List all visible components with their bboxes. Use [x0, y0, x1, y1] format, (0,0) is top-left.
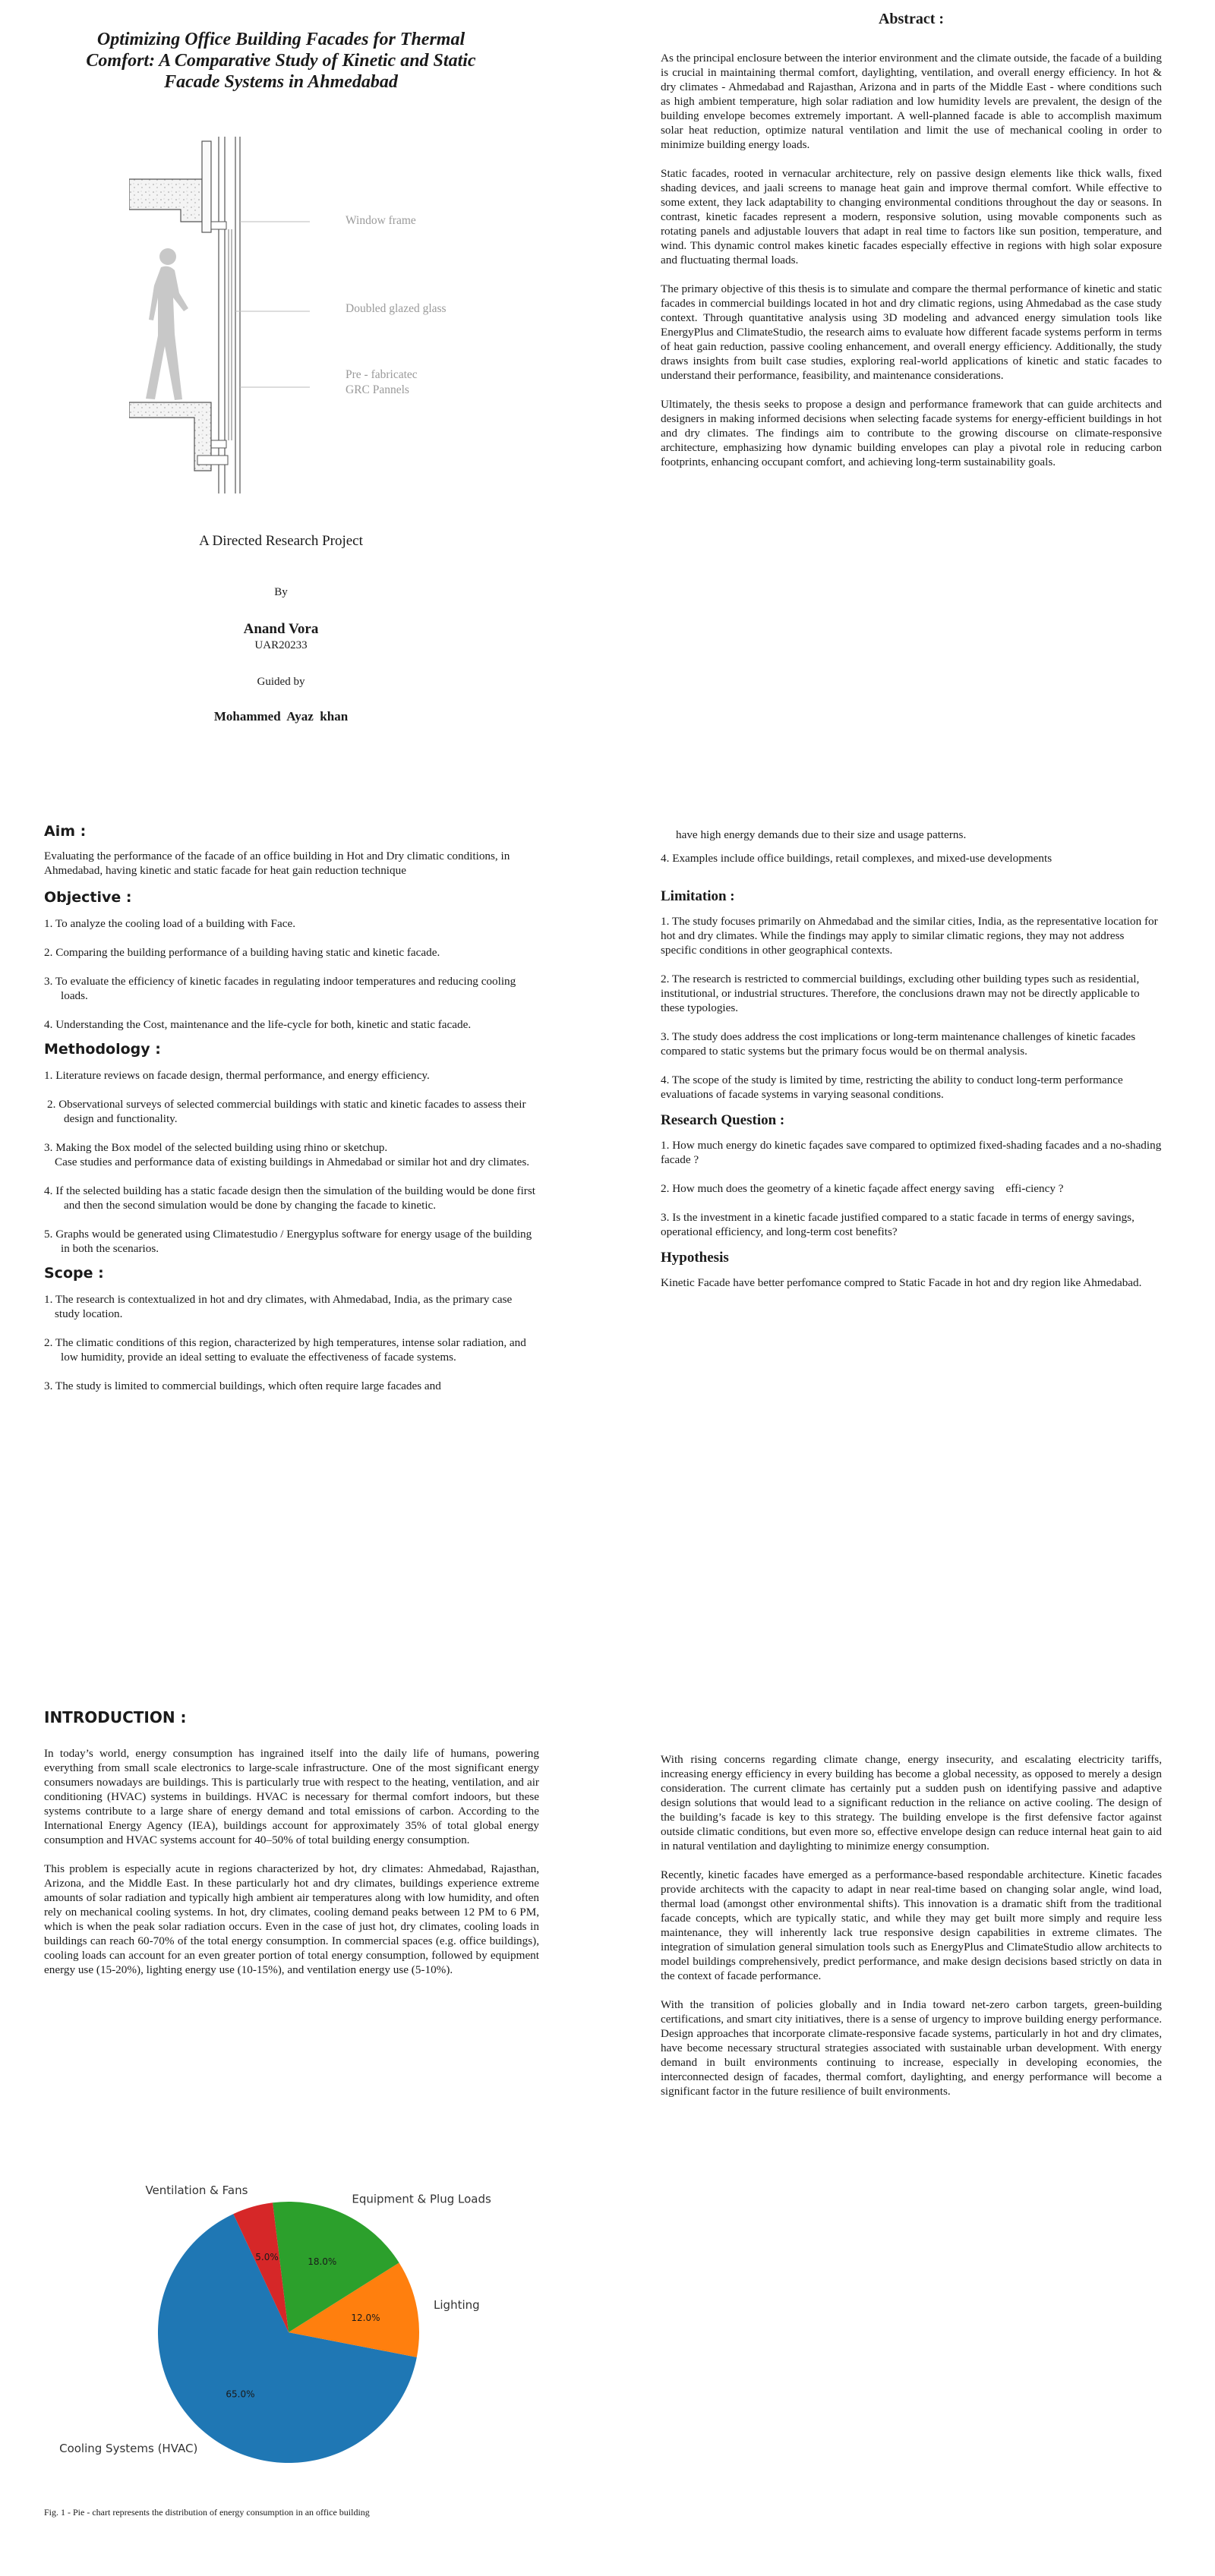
limitation-item: 4. The scope of the study is limited by time, restricting the ability to conduct long-term performance evaluations of facade systems in varying seasonal conditions. — [661, 1074, 1123, 1101]
scope-item: 2. The climatic conditions of this region, characterized by high temperatures, intense solar radiation, and low humidity, provide an ideal setting to evaluate the effectiveness of facade systems. — [44, 1336, 526, 1364]
pie-value-label: 5.0% — [255, 2251, 279, 2262]
diagram-label-prefab: Pre - fabricatec — [346, 368, 418, 381]
diagram-label-grc: GRC Pannels — [346, 383, 409, 396]
methodology-item: 5. Graphs would be generated using Climatestudio / Energyplus software for energy usage of the building in both the scenarios. — [44, 1228, 532, 1255]
objective-heading: Objective : — [44, 889, 132, 906]
introduction-right-column — [661, 1752, 1162, 2098]
student-id: UAR20233 — [254, 639, 308, 651]
methodology-item: 1. Literature reviews on facade design, thermal performance, and energy efficiency. — [44, 1069, 430, 1082]
cover-title-block — [68, 29, 494, 93]
page2-right-column — [661, 828, 1162, 1304]
abstract-paragraph: Ultimately, the thesis seeks to propose a design and performance framework that can guide architects and designers in making informed decisions when selecting facade systems for energy-efficient buildings in hot and dry climates. The findings aim to contribute to the growing discourse on climate-responsive architecture, emphasizing how dynamic building envelopes can play a pivotal role in reducing carbon footprints, enhancing occupant comfort, and achieving long-term sustainability goals. — [661, 398, 1162, 468]
introduction-paragraph: Recently, kinetic facades have emerged as a performance-based respondable architecture. Kinetic facades provide architects with the capacity to adapt in near real-time based on changing solar angle, wind load, thermal load (amongst other environmental shifts). This innovation is a dramatic shift from the traditional facade concepts, which are typically static, and while they may get built more simply and require less maintenance, they will inherently lack true responsive design capabilities in extreme climates. The integration of simulation general simulation tools such as EnergyPlus and ClimateStudio allow architects to model buildings comprehensively, predict performance, and make design decisions based strictly on data in the context of facade performance. — [661, 1868, 1162, 1982]
research-question-item: 3. Is the investment in a kinetic facade justified compared to a static facade in terms of energy savings, operational efficiency, and long-term cost benefits? — [661, 1211, 1135, 1238]
abstract-paragraph: The primary objective of this thesis is to simulate and compare the thermal performance of kinetic and static facades in commercial buildings located in hot and dry climatic regions, using Ahmedabad as the case study context. Through quantitative analysis using 3D modeling and advanced energy simulation tools like EnergyPlus and ClimateStudio, the research aims to evaluate how different facade systems perform in terms of heat gain reduction, passive cooling enhancement, and overall energy efficiency. Additionally, the study draws insights from built case studies, exploring real-world applications of kinetic and static facades to understand their performance, feasibility, and maintenance considerations. — [661, 282, 1162, 382]
scope-item: 4. Examples include office buildings, retail complexes, and mixed-use developments — [661, 852, 1052, 865]
introduction-paragraph: With rising concerns regarding climate change, energy insecurity, and escalating electricity tariffs, increasing energy efficiency in every building has become a global necessity, as opposed to merely a design consideration. The current climate has certainly put a sudden push on identifying passive and adaptive design solutions that would lead to a significant reduction in the reliance on active cooling. The design of the building’s facade is key to this strategy. The building envelope is the first defensive factor against outside climatic conditions, but even more so, effective envelope design can reduce internal heat gain to aid in natural ventilation and daylighting to minimize energy consumption. — [661, 1753, 1162, 1852]
methodology-heading: Methodology : — [44, 1041, 161, 1058]
scope-heading: Scope : — [44, 1265, 104, 1282]
research-question-item: 2. How much does the geometry of a kinetic façade affect energy saving effi-ciency ? — [661, 1182, 1064, 1195]
pie-value-label: 12.0% — [351, 2313, 380, 2324]
diagram-label-glazing: Doubled glazed glass — [346, 302, 447, 315]
pie-value-label: 18.0% — [308, 2256, 337, 2267]
methodology-item: 3. Making the Box model of the selected building using rhino or sketchup. — [44, 1141, 388, 1154]
energy-pie-chart — [46, 2156, 516, 2490]
objective-item: 1. To analyze the cooling load of a building with Face. — [44, 917, 296, 930]
objective-item: 2. Comparing the building performance of a building having static and kinetic facade. — [44, 946, 440, 959]
introduction-paragraph: With the transition of policies globally and in India toward net-zero carbon targets, green-building certifications, and smart city initiatives, there is a sense of urgency to improve building energy performance. Design approaches that incorporate climate-responsive facade systems, particularly in hot and dry climates, have become necessary structural strategies associated with sustainable urban development. With energy demand in built environments continuing to increase, especially in developing economies, the interconnected design of facades, thermal comfort, daylighting, and energy performance will become a significant factor in the future resilience of built environments. — [661, 1998, 1162, 2098]
limitation-heading: Limitation : — [661, 888, 735, 904]
abstract-paragraph: Static facades, rooted in vernacular architecture, rely on passive design elements like thick walls, fixed shading devices, and jaali screens to manage heat gain and improve thermal comfort. While effective to some extent, they lack adaptability to changing environmental conditions throughout the day or seasons. In contrast, kinetic facades represent a modern, responsive solution, using movable components such as rotating panels and adjustable louvers that adapt in real time to factors like sun position, temperature, and wind. This dynamic control makes kinetic facades especially effective in regions with high solar exposure and fluctuating thermal loads. — [661, 167, 1162, 266]
by-label: By — [274, 586, 288, 598]
objective-item: 4. Understanding the Cost, maintenance and the life-cycle for both, kinetic and static facade. — [44, 1018, 472, 1031]
research-question-heading: Research Question : — [661, 1112, 785, 1128]
introduction-paragraph: This problem is especially acute in regions characterized by hot, dry climates: Ahmedabad, Rajasthan, Arizona, and the Middle East. In these particularly hot and dry climates, buildings experience extreme amounts of solar radiation and typically high ambient air temperatures along with low humidity, and often rely on mechanical cooling systems. In hot, dry climates, cooling demand peaks between 12 PM to 6 PM, which is when the peak solar radiation occurs. Even in the case of just hot, dry climates, cooling loads in buildings can reach 60-70% of the total energy consumption. In commercial spaces (e.g. office buildings), cooling loads can account for an even greater portion of total energy consumption, followed by equipment energy use (15-20%), lighting energy use (10-15%), and ventilation energy use (5-10%). — [44, 1862, 539, 1976]
hypothesis-text: Kinetic Facade have better perfomance compred to Static Facade in hot and dry region like Ahmedabad. — [661, 1276, 1142, 1289]
introduction-heading: INTRODUCTION : — [44, 1708, 187, 1726]
scope-item-continued: have high energy demands due to their size and usage patterns. — [676, 828, 967, 841]
methodology-item: 4. If the selected building has a static facade design then the simulation of the building would be done first and then the second simulation would be done by changing the facade to kinetic. — [44, 1184, 535, 1212]
author-name: Anand Vora — [243, 621, 319, 637]
aim-heading: Aim : — [44, 823, 87, 840]
cover-title: Optimizing Office Building Facades for Thermal Comfort: A Comparative Study of Kinetic and Static Facade Systems in Ahmedabad — [86, 30, 476, 92]
aim-text: Evaluating the performance of the facade of an office building in Hot and Dry climatic conditions, in Ahmedabad, having kinetic and static facade for heat gain reduction technique — [44, 850, 510, 877]
guide-name: Mohammed Ayaz khan — [213, 709, 349, 724]
objective-item: 3. To evaluate the efficiency of kinetic facades in regulating indoor temperatures and reducing cooling loads. — [44, 975, 516, 1002]
pie-category-label: Lighting — [434, 2298, 480, 2313]
abstract-paragraph: As the principal enclosure between the interior environment and the climate outside, the facade of a building is crucial in maintaining thermal comfort, daylighting, ventilation, and overall energy efficiency. In hot & dry climates - Ahmedabad and Rajasthan, Arizona and in parts of the Middle East - where conditions such as high ambient temperature, high solar radiation and low humidity levels are prevalent, the design of the building envelope becomes extremely important. A well-planned facade is able to accomplish maximum solar heat reduction, optimize natural ventilation and limit the use of mechanical cooling in order to minimize building energy loads. — [661, 52, 1163, 151]
methodology-item: Case studies and performance data of existing buildings in Ahmedabad or similar hot and dry climates. — [55, 1156, 530, 1168]
research-question-item: 1. How much energy do kinetic façades save compared to optimized fixed-shading facades and a no-shading facade ? — [661, 1139, 1162, 1166]
pie-value-label: 65.0% — [226, 2388, 255, 2400]
scope-item: 3. The study is limited to commercial buildings, which often require large facades and — [44, 1379, 441, 1392]
scope-item: 1. The research is contextualized in hot and dry climates, with Ahmedabad, India, as the primary case study location. — [44, 1293, 513, 1320]
introduction-left-column — [44, 1708, 539, 1977]
hypothesis-heading: Hypothesis — [661, 1250, 729, 1266]
limitation-item: 3. The study does address the cost implications or long-term maintenance challenges of kinetic facades compared to static systems but the primary focus would be on thermal analysis. — [661, 1030, 1136, 1058]
limitation-item: 2. The research is restricted to commercial buildings, excluding other building types such as residential, institutional, or industrial structures. Therefore, the conclusions drawn may not be directly applicable to these typologies. — [661, 973, 1140, 1014]
pie-category-label: Ventilation & Fans — [145, 2183, 248, 2198]
abstract-heading: Abstract : — [878, 11, 945, 27]
project-type: A Directed Research Project — [199, 533, 363, 549]
figure-caption: Fig. 1 - Pie - chart represents the distribution of energy consumption in an office building — [44, 2507, 370, 2518]
limitation-item: 1. The study focuses primarily on Ahmedabad and the similar cities, India, as the representative location for hot and dry climates. While the findings may apply to similar climatic regions, they may not address specific conditions in other geographical contexts. — [661, 915, 1158, 957]
pie-category-label: Cooling Systems (HVAC) — [59, 2442, 198, 2456]
introduction-paragraph: In today’s world, energy consumption has ingrained itself into the daily life of humans, powering everything from small scale electronics to large-scale infrastructure. One of the most significant energy consumers nowadays are buildings. This is particularly true with respect to the heating, ventilation, and air conditioning (HVAC) systems in buildings. HVAC is necessary for thermal comfort indoors, but these systems contribute to a large share of energy demand and total emissions of carbon. According to the International Energy Agency (IEA), buildings account for approximately 35% of total global energy consumption and HVAC systems account for 40–50% of total building energy consumption. — [44, 1747, 539, 1846]
guided-label: Guided by — [257, 676, 305, 688]
pie-category-label: Equipment & Plug Loads — [352, 2192, 491, 2206]
abstract-section — [661, 11, 1162, 469]
page2-left-column — [44, 823, 539, 1408]
methodology-item: 2. Observational surveys of selected commercial buildings with static and kinetic facades to assess their design and functionality. — [47, 1098, 526, 1125]
diagram-label-window-frame: Window frame — [346, 214, 416, 227]
